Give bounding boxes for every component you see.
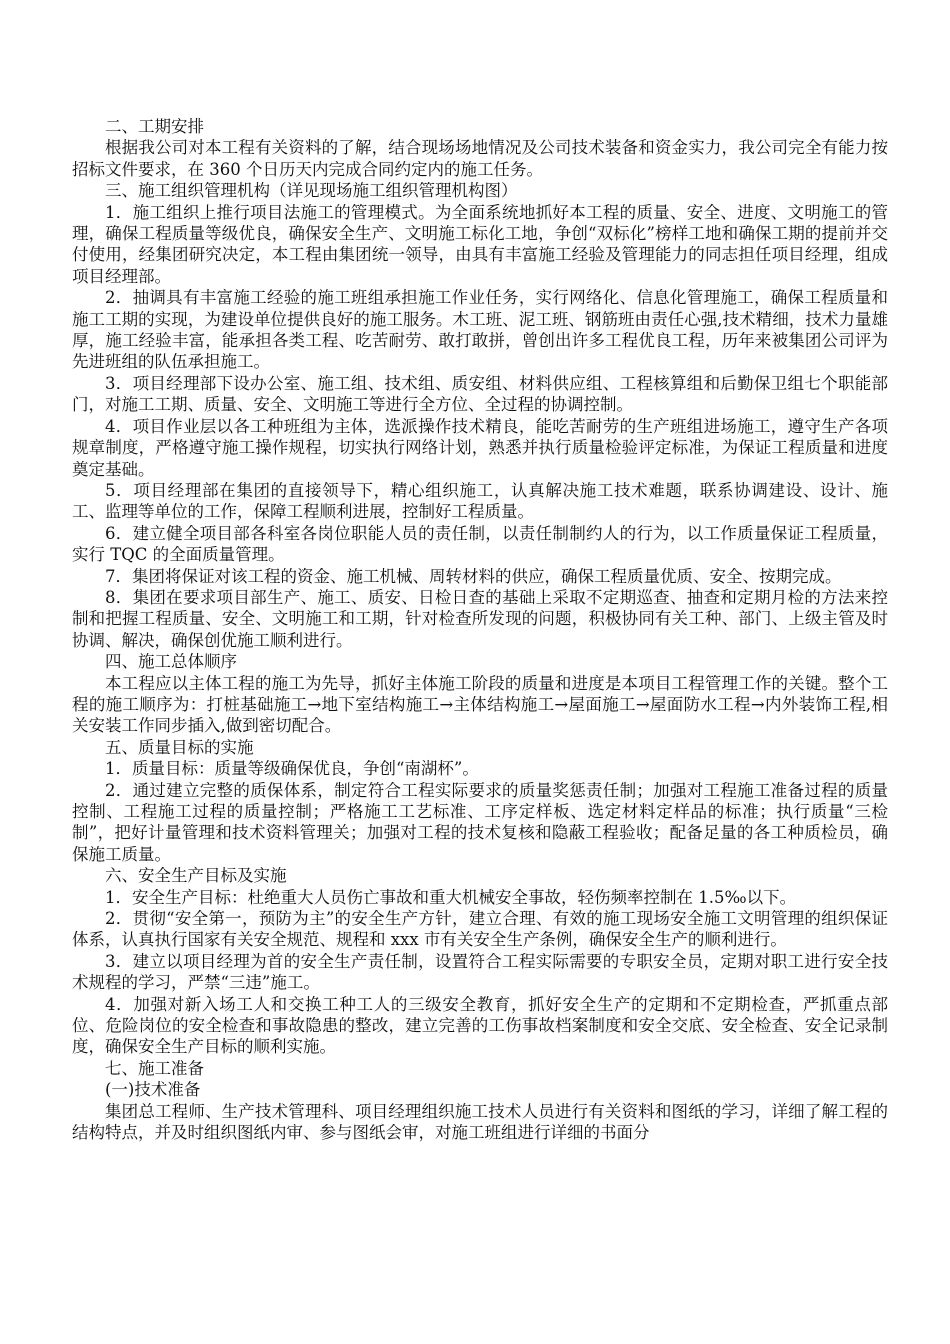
list-item: 1．安全生产目标：杜绝重大人员伤亡事故和重大机械安全事故，轻伤频率控制在 1.5‰以下。 [105,887,797,907]
section-heading-schedule: 二、工期安排 [105,117,204,136]
list-item: 5．项目经理部在集团的直接领导下，精心组织施工，认真解决施工技术难题，联系协调建设、设计、施工、监理等单位的工作，保障工程顺利进展，控制好工程质量。 [72,480,888,522]
list-item: 7．集团将保证对该工程的资金、施工机械、周转材料的供应，确保工程质量优质、安全、按期完成。 [105,566,842,586]
paragraph: 根据我公司对本工程有关资料的了解，结合现场场地情况及公司技术装备和资金实力，我公司完全有能力按招标文件要求，在 360 个日历天内完成合同约定内的施工任务。 [72,138,888,179]
list-item: 3．建立以项目经理为首的安全生产责任制，设置符合工程实际需要的专职安全员，定期对职工进行安全技术规程的学习，严禁“三违”施工。 [72,951,888,993]
list-item: 1．施工组织上推行项目法施工的管理模式。为全面系统地抓好本工程的质量、安全、进度、文明施工的管理，确保工程质量等级优良，确保安全生产、文明施工标化工地，争创“双标化”榜样工地和确保工期的提前并交付使用，经集团研究决定，本工程由集团统一领导，由具有丰富施工经验及管理能力的同志担任项目经理，组成项目经理部。 [72,202,888,286]
paragraph: 本工程应以主体工程的施工为先导，抓好主体施工阶段的质量和进度是本项目工程管理工作的关键。整个工程的施工顺序为：打桩基础施工→地下室结构施工→主体结构施工→屋面施工→屋面防水工程→内外装饰工程,相关安装工作同步插入,做到密切配合。 [72,673,888,736]
section-heading-safety: 六、安全生产目标及实施 [105,866,287,886]
paragraph: 集团总工程师、生产技术管理科、项目经理组织施工技术人员进行有关资料和图纸的学习，详细了解工程的结构特点，并及时组织图纸内审、参与图纸会审，对施工班组进行详细的书面分 [72,1101,888,1143]
list-item: 2．抽调具有丰富施工经验的施工班组承担施工作业任务，实行网络化、信息化管理施工，确保工程质量和施工工期的实现，为建设单位提供良好的施工服务。木工班、泥工班、钢筋班由责任心强,技术精细，技术力量雄厚，施工经验丰富，能承担各类工程、吃苦耐劳、敢打敢拼，曾创出许多工程优良工程，历年来被集团公司评为先进班组的队伍承担施工。 [72,288,888,372]
list-item: 1．质量目标：质量等级确保优良，争创“南湖杯”。 [105,759,479,779]
list-item: 3．项目经理部下设办公室、施工组、技术组、质安组、材料供应组、工程核算组和后勤保卫组七个职能部门，对施工工期、质量、安全、文明施工等进行全方位、全过程的协调控制。 [72,373,888,415]
list-item: 2．贯彻“安全第一，预防为主”的安全生产方针，建立合理、有效的施工现场安全施工文明管理的组织保证体系，认真执行国家有关安全规范、规程和 xxx 市有关安全生产条例，确保安全生产的顺利进行。 [72,909,888,950]
section-heading-organization: 三、施工组织管理机构（详见现场施工组织管理机构图） [105,181,518,201]
list-item: 4．加强对新入场工人和交换工种工人的三级安全教育，抓好安全生产的定期和不定期检查，严抓重点部位、危险岗位的安全检查和事故隐患的整改，建立完善的工伤事故档案制度和安全交底、安全检查、安全记录制度，确保安全生产目标的顺利实施。 [72,994,888,1057]
section-heading-sequence: 四、施工总体顺序 [105,652,237,672]
list-item: 2．通过建立完整的质保体系，制定符合工程实际要求的质量奖惩责任制；加强对工程施工准备过程的质量控制、工程施工过程的质量控制；严格施工工艺标准、工序定样板、选定材料定样品的标准；执行质量“三检制”，把好计量管理和技术资料管理关；加强对工程的技术复核和隐蔽工程验收；配备足量的各工种质检员，确保施工质量。 [72,780,888,864]
document-body [72,116,888,1144]
section-heading-preparation: 七、施工准备 [105,1058,204,1078]
list-item: 8．集团在要求项目部生产、施工、质安、日检日查的基础上采取不定期巡查、抽查和定期月检的方法来控制和把握工程质量、安全、文明施工和工期，针对检查所发现的问题，积极协同有关工种、部门、上级主管及时协调、解决，确保创优施工顺利进行。 [72,587,888,650]
section-heading-quality: 五、质量目标的实施 [105,737,254,757]
list-item: 6．建立健全项目部各科室各岗位职能人员的责任制，以责任制制约人的行为，以工作质量保证工程质量，实行 TQC 的全面质量管理。 [72,523,888,565]
subsection-heading-technical: (一)技术准备 [105,1080,201,1100]
list-item: 4．项目作业层以各工种班组为主体，选派操作技术精良，能吃苦耐劳的生产班组进场施工，遵守生产各项规章制度，严格遵守施工操作规程，切实执行网络计划，熟悉并执行质量检验评定标准，为保证工程质量和进度奠定基础。 [72,416,888,479]
